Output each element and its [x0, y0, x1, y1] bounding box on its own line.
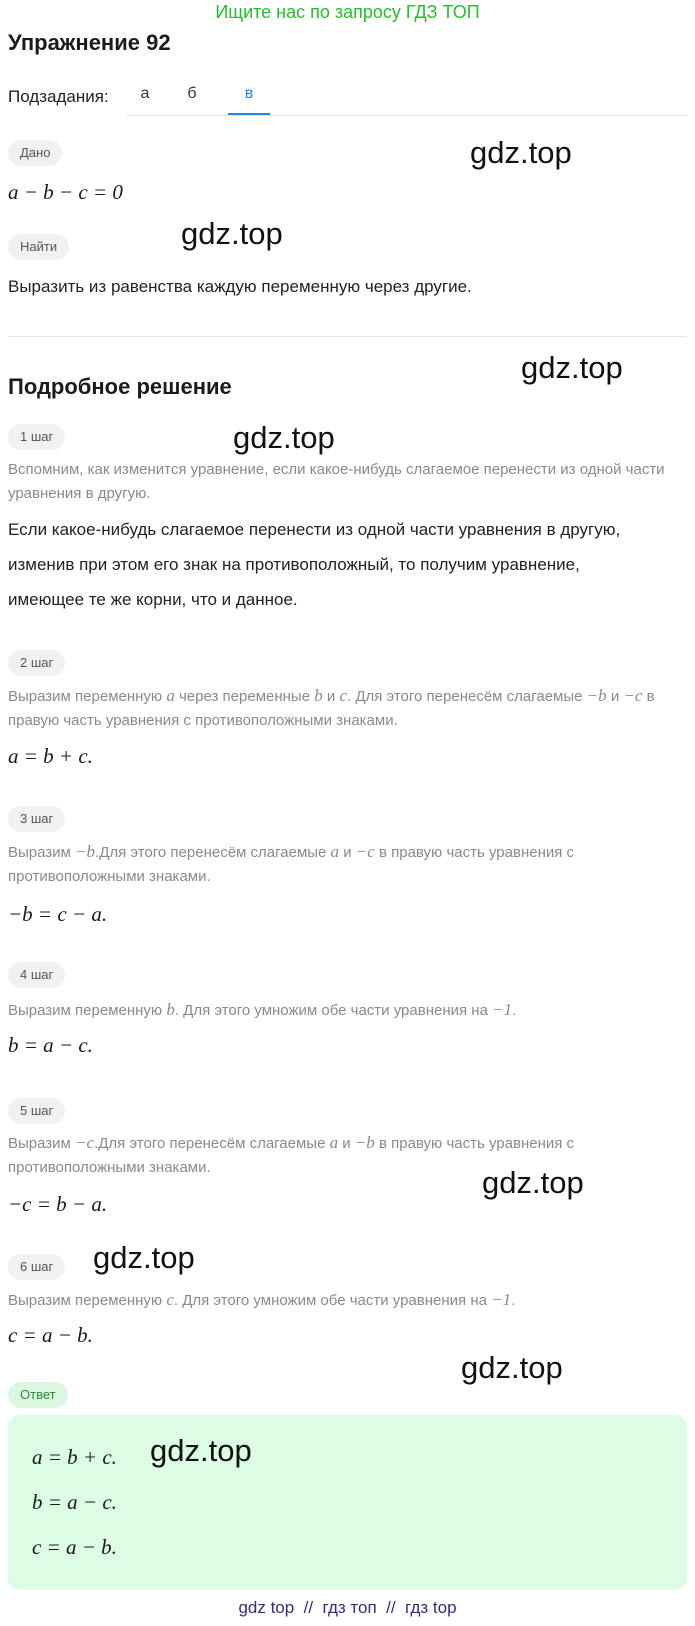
- watermark: gdz.top: [482, 1165, 584, 1200]
- subtasks-label: Подзадания:: [8, 87, 109, 106]
- active-tab-indicator: [228, 113, 270, 115]
- footer-links[interactable]: gdz top // гдз топ // гдз top: [238, 1598, 457, 1617]
- answer-chip: Ответ: [8, 1382, 68, 1408]
- find-text: Выразить из равенства каждую переменную через другие.: [8, 277, 472, 296]
- step-6-hint: Выразим переменную c. Для этого умножим обе части уравнения на −1.: [8, 1290, 516, 1309]
- step-6-equation: c = a − b.: [8, 1323, 93, 1347]
- tab-b[interactable]: б: [187, 85, 197, 102]
- step-1-hint: Вспомним, как изменится уравнение, если какое-нибудь слагаемое перенести из одной части уравнения в другую.: [8, 461, 665, 502]
- step-5-chip: 5 шаг: [8, 1098, 65, 1124]
- step-2-chip: 2 шаг: [8, 650, 65, 676]
- given-equation: a − b − c = 0: [8, 180, 123, 204]
- watermark: gdz.top: [233, 420, 335, 455]
- step-1-line-1: Если какое-нибудь слагаемое перенести из одной части уравнения в другую,: [8, 520, 621, 539]
- step-3-hint: Выразим −b.Для этого перенесём слагаемые a и −c в правую часть уравнения с противоположными знаками.: [8, 842, 575, 885]
- step-1-chip: 1 шаг: [8, 424, 65, 450]
- step-3-equation: −b = c − a.: [8, 902, 108, 926]
- step-1-line-2: изменив при этом его знак на противоположный, то получим уравнение,: [8, 555, 580, 574]
- watermark: gdz.top: [461, 1350, 563, 1385]
- page-title: Упражнение 92: [8, 30, 171, 55]
- answer-line-2: b = a − c.: [32, 1490, 117, 1514]
- answer-line-3: c = a − b.: [32, 1535, 117, 1559]
- step-4-hint: Выразим переменную b. Для этого умножим обе части уравнения на −1.: [8, 1000, 517, 1019]
- tab-v[interactable]: в: [244, 85, 254, 102]
- answer-line-1: a = b + c.: [32, 1445, 117, 1469]
- step-5-hint: Выразим −c.Для этого перенесём слагаемые a и −b в правую часть уравнения с противоположными знаками.: [8, 1133, 575, 1176]
- step-1-line-3: имеющее те же корни, что и данное.: [8, 590, 298, 609]
- step-5-equation: −c = b − a.: [8, 1192, 108, 1216]
- watermark: gdz.top: [521, 350, 623, 385]
- subtasks-divider: [127, 115, 687, 116]
- step-6-chip: 6 шаг: [8, 1254, 65, 1280]
- given-chip: Дано: [8, 140, 62, 166]
- step-3-chip: 3 шаг: [8, 806, 65, 832]
- section-divider: [8, 336, 687, 337]
- search-banner[interactable]: Ищите нас по запросу ГДЗ ТОП: [215, 2, 480, 22]
- watermark: gdz.top: [150, 1433, 252, 1468]
- step-4-equation: b = a − c.: [8, 1033, 93, 1057]
- watermark: gdz.top: [470, 135, 572, 170]
- watermark: gdz.top: [181, 216, 283, 251]
- step-4-chip: 4 шаг: [8, 962, 65, 988]
- watermark: gdz.top: [93, 1240, 195, 1275]
- step-2-equation: a = b + c.: [8, 744, 93, 768]
- find-chip: Найти: [8, 234, 69, 260]
- step-2-hint: Выразим переменную a через переменные b и c. Для этого перенесём слагаемые −b и −c в правую часть уравнения с противоположными знаками.: [8, 686, 655, 729]
- tab-a[interactable]: а: [140, 85, 150, 102]
- solution-title: Подробное решение: [8, 374, 232, 399]
